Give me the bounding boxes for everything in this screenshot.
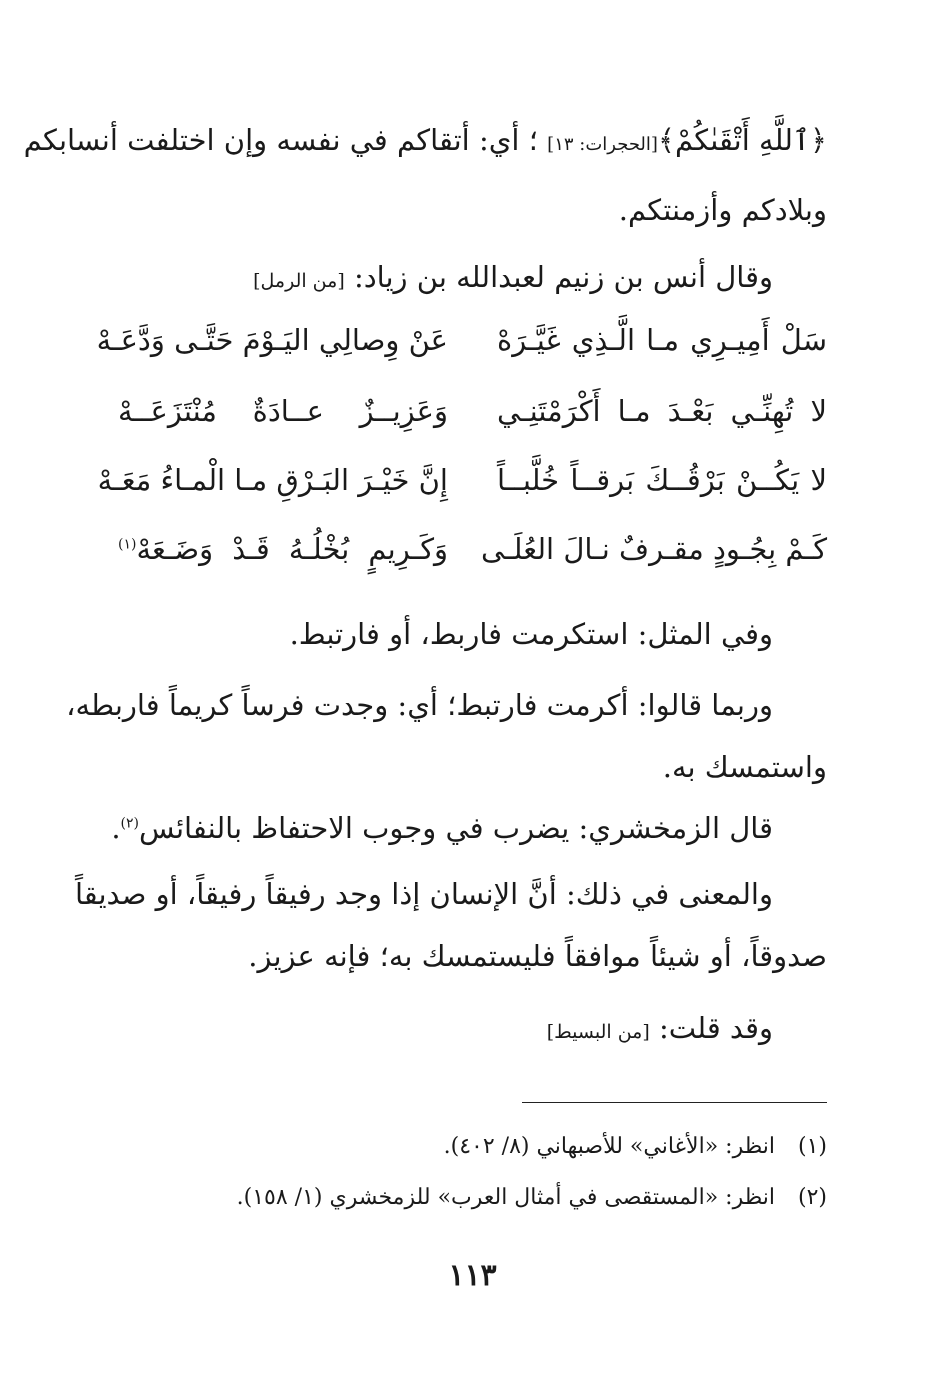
verse-line <box>118 527 827 571</box>
paragraph-1-line-2: وبلادكم وأزمنتكم. <box>618 193 827 227</box>
footnote-marker-1: (١) <box>118 536 137 553</box>
verse-line <box>118 389 827 433</box>
zamakhshari-text: قال الزمخشري: يضرب في وجوب الاحتفاظ بالنفائس <box>139 811 773 845</box>
poem-2-intro <box>118 1008 773 1052</box>
paragraph-1-line-1 <box>23 120 827 165</box>
footnote-1 <box>118 1131 827 1163</box>
verse-first-hemistich: لا تُهِنِّـي بَعْـدَ مـا أَكْرَمْتَنِـي <box>497 394 827 428</box>
page-number: ١١٣ <box>448 1258 497 1293</box>
paragraph-1-text: ؛ أي: أتقاكم في نفسه وإن اختلفت أنسابكم <box>23 123 538 157</box>
verse-second-hemistich <box>118 527 448 571</box>
paragraph-3-line-2: صدوقاً، أو شيئاً موافقاً فليستمسك به؛ فإنه عزيز. <box>248 939 827 973</box>
verse-second-hemistich: إِنَّ خَيْـرَ البَـرْقِ مـا الْمـاءُ مَعَـهْ <box>97 463 448 497</box>
paragraph-2-line-1: وربما قالوا: أكرمت فارتبط؛ أي: وجدت فرساً كريماً فاربطه، <box>66 688 773 722</box>
poem-1-intro <box>118 257 773 301</box>
footnote-number: (١) <box>797 1134 827 1159</box>
verse-text: وَكَـرِيمٍ بُخْلُـهُ قَـدْ وَضَـعَهْ <box>136 532 448 566</box>
verse-second-hemistich: عَنْ وِصالِي اليَـوْمَ حَتَّـى وَدَّعَـهْ <box>96 323 448 357</box>
zamakhshari-end: . <box>111 811 121 845</box>
footnote-number: (٢) <box>797 1185 827 1210</box>
poem-2-intro-text: وقد قلت: <box>658 1011 773 1045</box>
proverb-line: وفي المثل: استكرمت فاربط، أو فارتبط. <box>289 617 773 651</box>
paragraph-2-line-2: واستمسك به. <box>662 750 827 784</box>
verse-first-hemistich: كَـمْ بِجُـودٍ مقـرفٌ نـالَ العُلَـى <box>480 532 827 566</box>
quran-quote: ﴿ٱللَّهِ أَتْقَىٰكُمْ﴾ <box>657 123 827 157</box>
verse-first-hemistich: لا يَكُــنْ بَرْقُــكَ بَرقــاً خُلَّبــاً <box>497 463 827 497</box>
poem-1-intro-text: وقال أنس بن زنيم لعبدالله بن زياد: <box>353 260 773 294</box>
poem-1-meter: [من الرمل] <box>253 270 345 292</box>
footnote-marker-2: (٢) <box>120 815 140 832</box>
zamakhshari-line <box>111 808 773 848</box>
footnote-text: انظر: «المستقصى في أمثال العرب» للزمخشري (١/ ١٥٨). <box>236 1185 775 1210</box>
paragraph-3-line-1: والمعنى في ذلك: أنَّ الإنسان إذا وجد رفيقاً رفيقاً، أو صديقاً <box>74 877 773 911</box>
poem-2-meter: [من البسيط] <box>546 1021 650 1043</box>
verse-line <box>97 458 827 502</box>
verse-line <box>96 318 827 362</box>
footnote-divider <box>522 1102 827 1103</box>
quran-reference: [الحجرات: ١٣] <box>547 134 658 155</box>
verse-first-hemistich: سَلْ أَمِيـرِي مـا الَّـذِي غَيَّـرَهْ <box>497 323 827 357</box>
footnote-text: انظر: «الأغاني» للأصبهاني (٨/ ٤٠٢). <box>443 1134 775 1159</box>
footnote-2 <box>118 1182 827 1214</box>
verse-second-hemistich: وَعَزِيــزٌ عــادَةٌ مُنْتَزَعَــهْ <box>118 394 448 428</box>
